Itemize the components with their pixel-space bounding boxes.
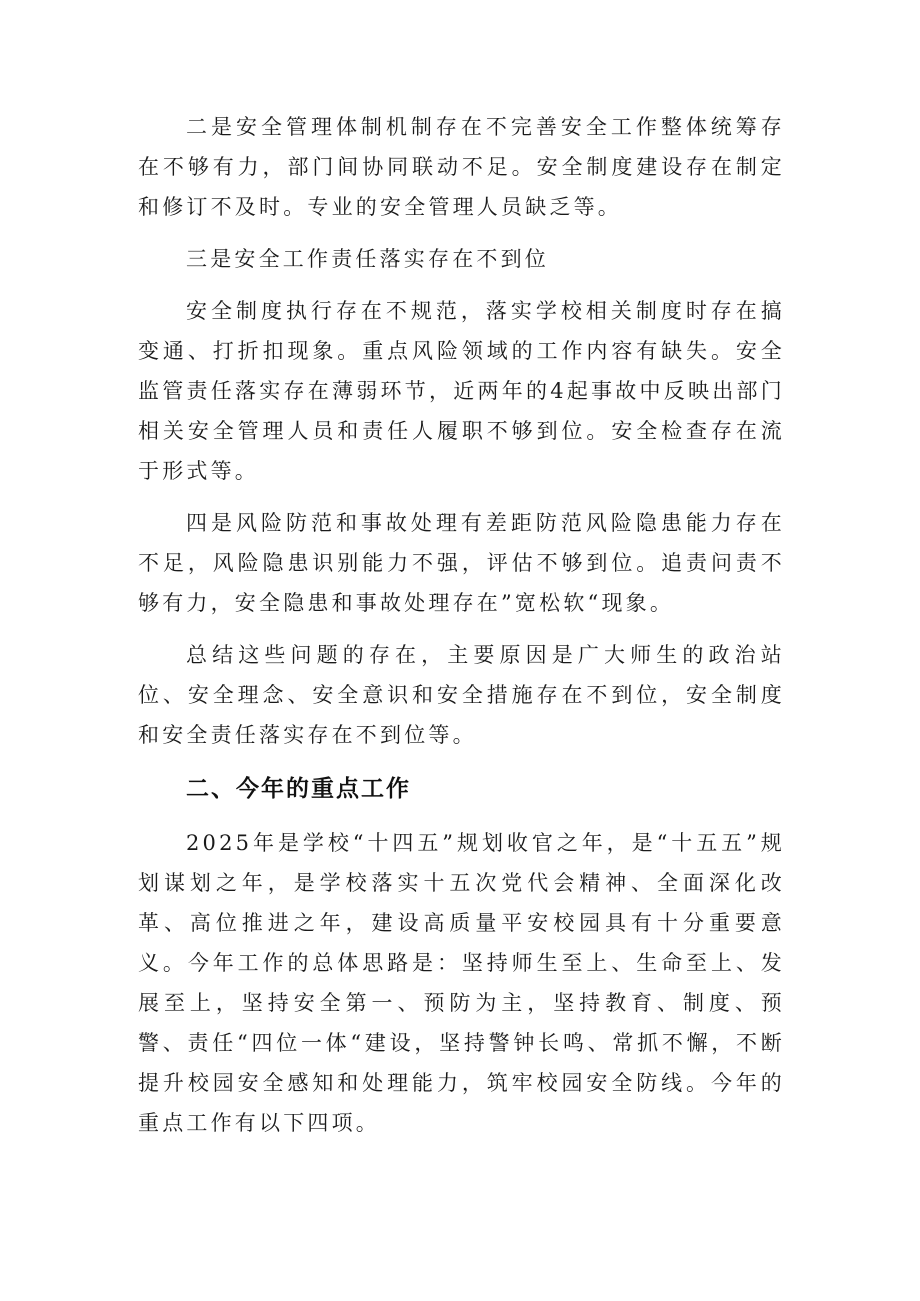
paragraph-summary: 总结这些问题的存在，主要原因是广大师生的政治站位、安全理念、安全意识和安全措施存在不到位，安全制度和安全责任落实存在不到位等。 <box>138 643 785 747</box>
paragraph-risk-prevention: 四是风险防范和事故处理有差距防范风险隐患能力存在不足，风险隐患识别能力不强，评估不够到位。追责问责不够有力，安全隐患和事故处理存在”宽松软“现象。 <box>138 511 785 615</box>
paragraph-execution-issues: 安全制度执行存在不规范，落实学校相关制度时存在搞变通、打折扣现象。重点风险领域的工作内容有缺失。安全监管责任落实存在薄弱环节，近两年的4起事故中反映出部门相关安全管理人员和责任人履职不够到位。安全检查存在流于形式等。 <box>138 299 785 483</box>
paragraph-2025-plan: 2025年是学校“十四五”规划收官之年，是“十五五”规划谋划之年，是学校落实十五次党代会精神、全面深化改革、高位推进之年，建设高质量平安校园具有十分重要意义。今年工作的总体思路是：坚持师生至上、生命至上、发展至上，坚持安全第一、预防为主，坚持教育、制度、预警、责任“四位一体“建设，坚持警钟长鸣、常抓不懈，不断提升校园安全感知和处理能力，筑牢校园安全防线。今年的重点工作有以下四项。 <box>138 831 785 1135</box>
paragraph-system-deficiency: 二是安全管理体制机制存在不完善安全工作整体统筹存在不够有力，部门间协同联动不足。安全制度建设存在制定和修订不及时。专业的安全管理人员缺乏等。 <box>138 115 785 219</box>
section-heading: 二、今年的重点工作 <box>186 776 411 802</box>
paragraph-responsibility-title: 三是安全工作责任落实存在不到位 <box>186 247 549 271</box>
